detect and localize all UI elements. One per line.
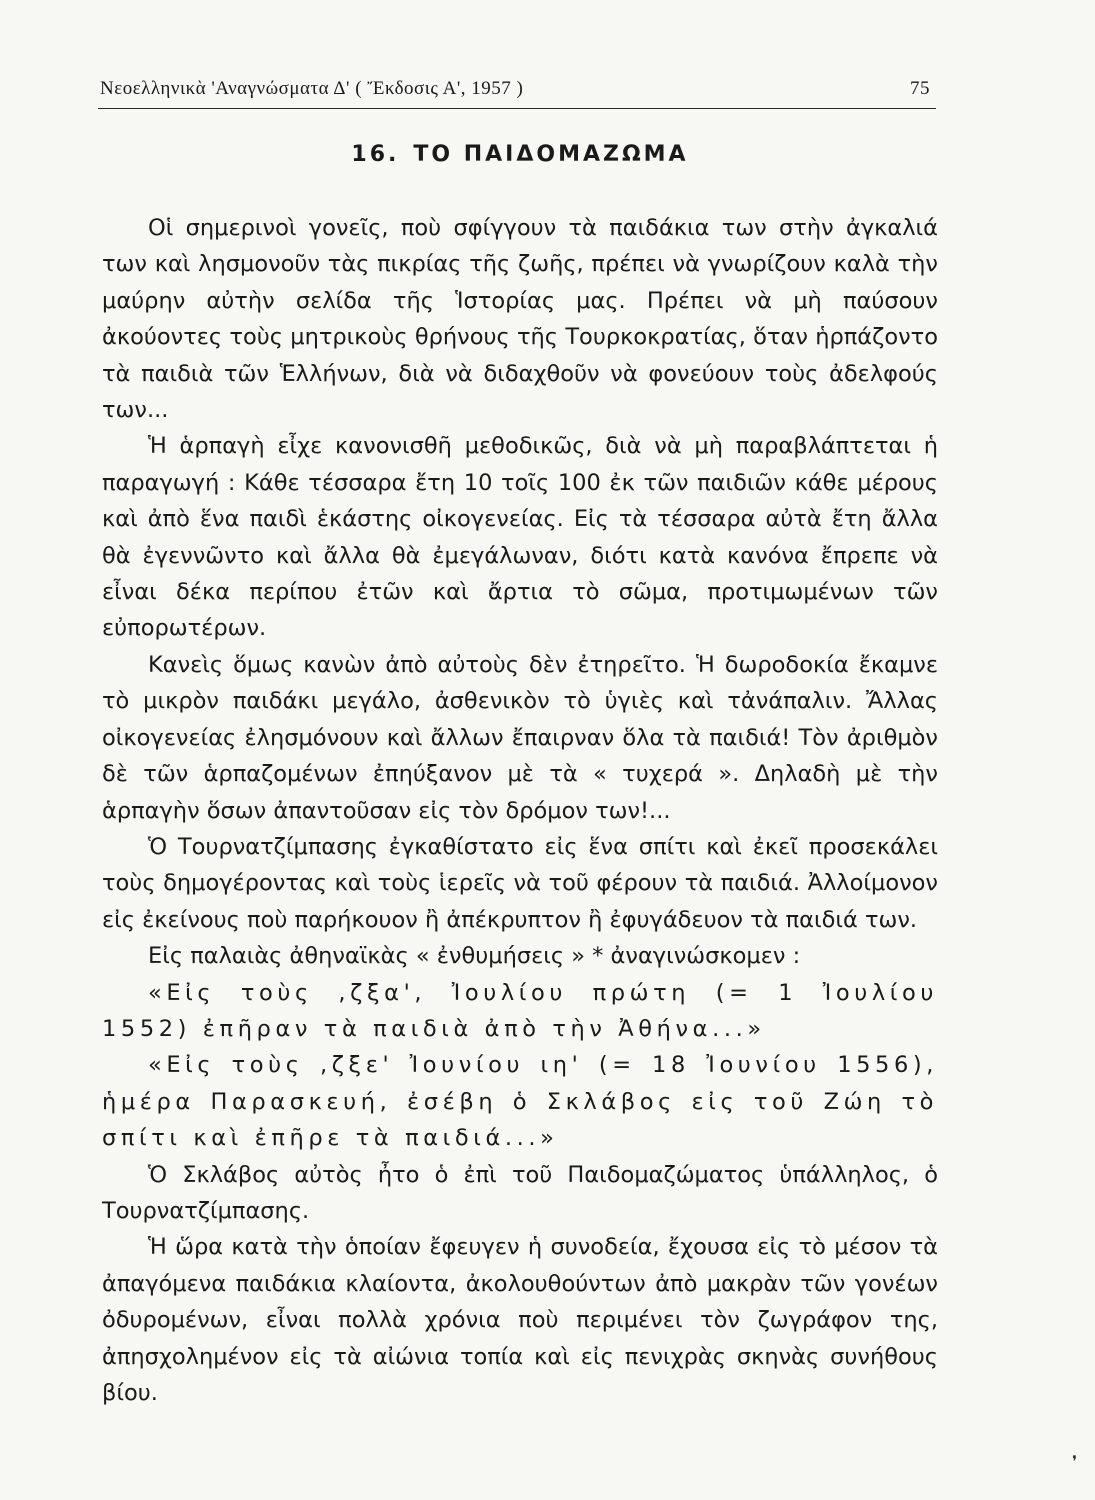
paragraph: Ἡ ὥρα κατὰ τὴν ὁποίαν ἔφευγεν ἡ συνοδεία, ἔχουσα εἰς τὸ μέσον τὰ ἀπαγόμενα παιδάκια κλαίοντα, ἀκολουθούντων ἀπὸ μακρὰν τῶν γονέων ὀδυρομένων, εἶναι πολλὰ χρόνια ποὺ περιμένει τὸν ζωγράφον της, ἀπησχολημένον εἰς τὰ αἰώνια τοπία καὶ εἰς πενιχρὰς σκηνὰς συνήθους βίου.	[102, 1234, 938, 1406]
paragraph: Ὁ Σκλάβος αὐτὸς ἦτο ὁ ἐπὶ τοῦ Παιδομαζώματος ὑπάλληλος, ὁ Τουρνατζίμπασης.	[102, 1161, 938, 1224]
quote-paragraph: «Εἰς τοὺς ,ζξε' Ἰουνίου ιη' (= 18 Ἰουνίου 1556), ἡμέρα Παρασκευή, ἐσέβη ὁ Σκλάβος εἰς τοῦ Ζώη τὸ σπίτι καὶ ἐπῆρε τὰ παιδιά...»	[102, 1052, 938, 1152]
page-number: 75	[910, 78, 930, 99]
body-text	[102, 210, 938, 1411]
paragraph: Κανεὶς ὅμως κανὼν ἀπὸ αὐτοὺς δὲν ἐτηρεῖτο. Ἡ δωροδοκία ἔκαμνε τὸ μικρὸν παιδάκι μεγάλο, ἀσθενικὸν τὸ ὑγιὲς καὶ τἀνάπαλιν. Ἄλλας οἰκογενείας ἐλησμόνουν καὶ ἄλλων ἔπαιρναν ὅλα τὰ παιδιά! Τὸν ἀριθμὸν δὲ τῶν ἁρπαζομένων ἐπηύξανον μὲ τὰ « τυχερά ». Δηλαδὴ μὲ τὴν ἁρπαγὴν ὅσων ἀπαντοῦσαν εἰς τὸν δρόμον των!...	[102, 651, 938, 824]
chapter-title-text: ΤΟ ΠΑΙΔΟΜΑΖΩΜΑ	[413, 142, 689, 167]
paragraph: Οἱ σημερινοὶ γονεῖς, ποὺ σφίγγουν τὰ παιδάκια των στὴν ἀγκαλιά των καὶ λησμονοῦν τὰς πικρίας τῆς ζωῆς, πρέπει νὰ γνωρίζουν καλὰ τὴν μαύρην αὐτὴν σελίδα τῆς Ἱστορίας μας. Πρέπει νὰ μὴ παύσουν ἀκούοντες τοὺς μητρικοὺς θρήνους τῆς Τουρκοκρατίας, ὅταν ἡρπάζοντο τὰ παιδιὰ τῶν Ἑλλήνων, διὰ νὰ διδαχθοῦν νὰ φονεύουν τοὺς ἀδελφούς των...	[102, 215, 938, 424]
edge-mark: ❜	[1072, 1452, 1078, 1471]
header-source: Νεοελληνικὰ 'Αναγνώσματα Δ' ( Ἔκδοσις Α', 1957 )	[100, 78, 524, 99]
paragraph: Ἡ ἁρπαγὴ εἶχε κανονισθῆ μεθοδικῶς, διὰ νὰ μὴ παραβλάπτεται ἡ παραγωγή : Κάθε τέσσαρα ἔτη 10 τοῖς 100 ἐκ τῶν παιδιῶν κάθε μέρους καὶ ἀπὸ ἕνα παιδὶ ἑκάστης οἰκογενείας. Εἰς τὰ τέσσαρα αὐτὰ ἔτη ἄλλα θὰ ἐγεννῶντο καὶ ἄλλα θὰ ἐμεγάλωναν, διότι κατὰ κανόνα ἔπρεπε νὰ εἶναι δέκα περίπου ἐτῶν καὶ ἄρτια τὸ σῶμα, προτιμωμένων τῶν εὐπορωτέρων.	[102, 433, 938, 642]
chapter-title	[0, 142, 1040, 167]
chapter-number: 16.	[351, 142, 400, 167]
paragraph: Ὁ Τουρνατζίμπασης ἐγκαθίστατο εἰς ἕνα σπίτι καὶ ἐκεῖ προσεκάλει τοὺς δημογέροντας καὶ τοὺς ἱερεῖς νὰ τοῦ φέρουν τὰ παιδιά. Ἀλλοίμονον εἰς ἐκείνους ποὺ παρήκουον ἢ ἀπέκρυπτον ἢ ἐφυγάδευον τὰ παιδιά των.	[102, 833, 938, 933]
paragraph: Εἰς παλαιὰς ἀθηναϊκὰς « ἐνθυμήσεις » * ἀναγινώσκομεν :	[148, 943, 801, 970]
quote-paragraph: «Εἰς τοὺς ,ζξα', Ἰουλίου πρώτη (= 1 Ἰουλίου 1552) ἐπῆραν τὰ παιδιὰ ἀπὸ τὴν Ἀθήνα...»	[102, 979, 938, 1042]
running-header	[98, 74, 936, 109]
